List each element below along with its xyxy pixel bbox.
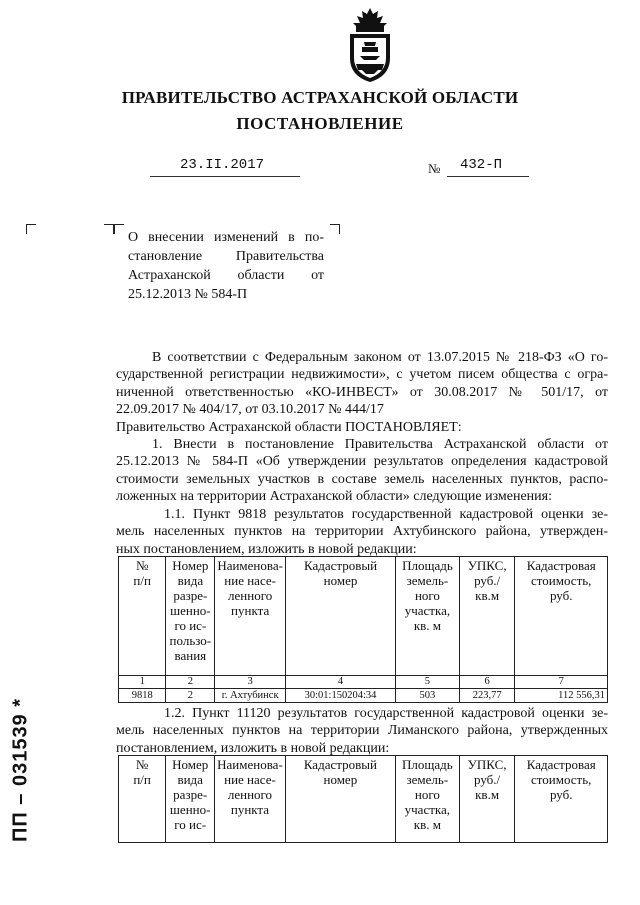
header-cell: УПКС, руб./ кв.м	[459, 557, 515, 676]
subject-line: 25.12.2013 № 584-П	[128, 287, 248, 302]
table-row	[119, 689, 608, 703]
preamble-line: В соответствии с Федеральным законом от 13.07.2015 № 218-ФЗ «О го-	[152, 350, 608, 365]
column-number-row	[119, 676, 608, 689]
column-number: 1	[119, 676, 166, 689]
header-cell: Кадастровый номер	[285, 756, 395, 843]
resolves-line: Правительство Астраханской области ПОСТАНОВЛЯЕТ:	[116, 419, 462, 435]
item-1-line: 25.12.2013 № 584-П «Об утверждении результатов определения кадастровой	[116, 454, 608, 470]
item-1-paragraph	[116, 436, 608, 506]
decree-number: 432-П	[460, 157, 503, 173]
corner-mark-subject-start	[104, 224, 114, 234]
serial-number	[2, 680, 40, 860]
table-cell: г. Ахтубинск	[215, 689, 286, 703]
header-cell: Наименова- ние насе- ленного пункта	[215, 756, 286, 843]
item-1-2-line: постановлением, изложить в новой редакции:	[116, 740, 390, 756]
date-underline	[150, 176, 300, 177]
table-cell: 223,77	[459, 689, 515, 703]
header-cell: Кадастровый номер	[285, 557, 395, 676]
table-cell: 30:01:150204:34	[285, 689, 395, 703]
item-1-2-line: 1.2. Пункт 11120 результатов государственной кадастровой оценки зе-	[164, 706, 608, 721]
government-title: ПРАВИТЕЛЬСТВО АСТРАХАНСКОЙ ОБЛАСТИ	[121, 88, 519, 107]
item-1-1-line: мель населенных пунктов на территории Ахтубинского района, утвержден-	[116, 524, 608, 540]
coat-of-arms-emblem	[340, 6, 400, 84]
number-underline	[447, 176, 529, 177]
preamble-line: ниченной ответственностью «КО-ИНВЕСТ» от 30.08.2017 № 501/17, от	[116, 384, 608, 400]
header-cell: УПКС, руб./ кв.м	[459, 756, 515, 843]
table-cell: 112 556,31	[515, 689, 608, 703]
header-cell: Площадь земель- ного участка, кв. м	[396, 557, 460, 676]
subject-line: Астраханской области от	[128, 268, 324, 283]
serial-number-text: ПП – 031539 *	[9, 697, 32, 843]
column-number: 4	[285, 676, 395, 689]
column-number: 5	[396, 676, 460, 689]
subject-line: О внесении изменений в по-	[128, 230, 324, 245]
preamble-line: 22.09.2017 № 404/17, от 03.10.2017 № 444/17	[116, 402, 384, 418]
column-number: 3	[215, 676, 286, 689]
item-1-1-line: ных постановлением, изложить в новой редакции:	[116, 541, 417, 557]
table-header-row	[119, 756, 608, 843]
header-cell: Наименова- ние насе- ленного пункта	[215, 557, 286, 676]
header-cell: № п/п	[119, 756, 166, 843]
column-number: 2	[166, 676, 215, 689]
column-number: 6	[459, 676, 515, 689]
item-1-line: стоимости земельных участков в составе земель населенных пунктов, распо-	[116, 471, 608, 487]
header-cell: Кадастровая стоимость, руб.	[515, 557, 608, 676]
column-number: 7	[515, 676, 608, 689]
cadastral-table-1	[118, 556, 608, 703]
document-type-title: ПОСТАНОВЛЕНИЕ	[236, 114, 404, 133]
item-1-2-paragraph	[116, 705, 608, 757]
header-cell: № п/п	[119, 557, 166, 676]
subject-line: становление Правительства	[128, 249, 324, 264]
item-1-1-paragraph	[116, 506, 608, 558]
table-cell: 9818	[119, 689, 166, 703]
item-1-line: ложенных на территории Астраханской области» следующие изменения:	[116, 489, 552, 505]
header-cell: Кадастровая стоимость, руб.	[515, 756, 608, 843]
table-cell: 2	[166, 689, 215, 703]
corner-mark-subject-start-2	[114, 224, 124, 234]
corner-mark-left	[26, 224, 36, 234]
item-1-line: 1. Внести в постановление Правительства Астраханской области от	[152, 437, 608, 452]
decree-subject	[128, 228, 324, 304]
number-sign: №	[428, 161, 441, 176]
header-cell: Номер вида разре- шенно- го ис- пользо- вания	[166, 557, 215, 676]
header-cell: Площадь земель- ного участка, кв. м	[395, 756, 459, 843]
table-header-row	[119, 557, 608, 676]
header-cell: Номер вида разре- шенно- го ис-	[166, 756, 215, 843]
preamble-line: сударственной регистрации недвижимости», с учетом писем общества с огра-	[116, 367, 608, 383]
cadastral-table-2	[118, 755, 608, 843]
decree-date: 23.II.2017	[180, 157, 265, 173]
item-1-2-line: мель населенных пунктов на территории Лиманского района, утвержденных	[116, 723, 608, 739]
corner-mark-subject-end	[330, 224, 340, 234]
table-cell: 503	[396, 689, 460, 703]
preamble-paragraph	[116, 349, 608, 436]
item-1-1-line: 1.1. Пункт 9818 результатов государственной кадастровой оценки зе-	[164, 507, 608, 522]
